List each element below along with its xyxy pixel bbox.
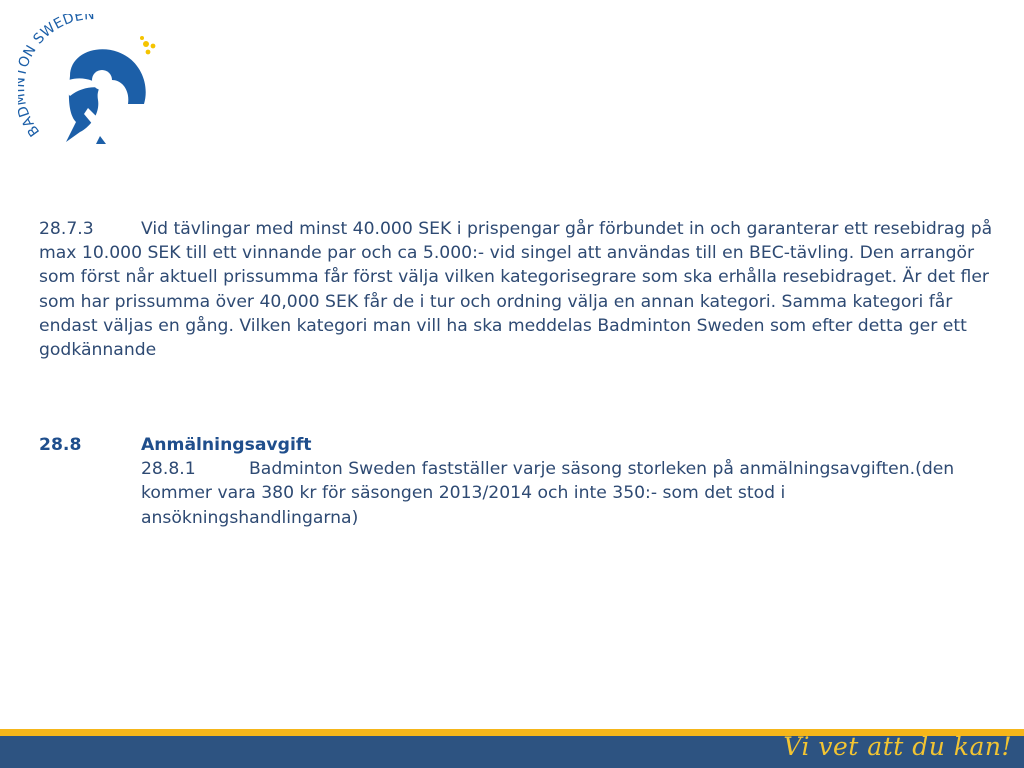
badminton-sweden-logo <box>18 14 168 149</box>
footer-slogan: Vi vet att du kan! <box>783 732 1012 761</box>
paragraph-text: Vid tävlingar med minst 40.000 SEK i prispengar går förbundet in och garanterar ett resebidrag på max 10.000 SEK till ett vinnande par och ca 5.000:- vid singel att användas till en BEC-tävling. Den arrangör som först når aktuell prissumma får först välja vilken kategorisegrare som ska erhålla resebidraget. Är det fler som har prissumma över 40,000 SEK får de i tur och ordning välja en annan kategori. Samma kategori får endast väljas en gång. Vilken kategori man vill ha ska meddelas Badminton Sweden som efter detta ger ett godkännande <box>39 219 993 361</box>
section-title: Anmälningsavgift <box>141 435 312 455</box>
subsection-text: Badminton Sweden fastställer varje säsong storleken på anmälningsavgiften.(den kommer vara 380 kr för säsongen 2013/2014 och inte 350:- som det stod i ansökningshandlingarna) <box>141 459 955 528</box>
section-number: 28.8 <box>39 435 82 455</box>
stars-icon <box>140 36 155 54</box>
subsection-number: 28.8.1 <box>141 459 196 480</box>
paragraph-28-7-3 <box>39 217 999 362</box>
paragraph-number: 28.7.3 <box>39 219 94 239</box>
player-icon <box>52 49 146 144</box>
logo-text: BA N SWEDEN <box>18 14 96 140</box>
section-heading <box>39 433 999 457</box>
section-28-8 <box>39 433 999 530</box>
subsection-28-8-1 <box>141 457 999 530</box>
